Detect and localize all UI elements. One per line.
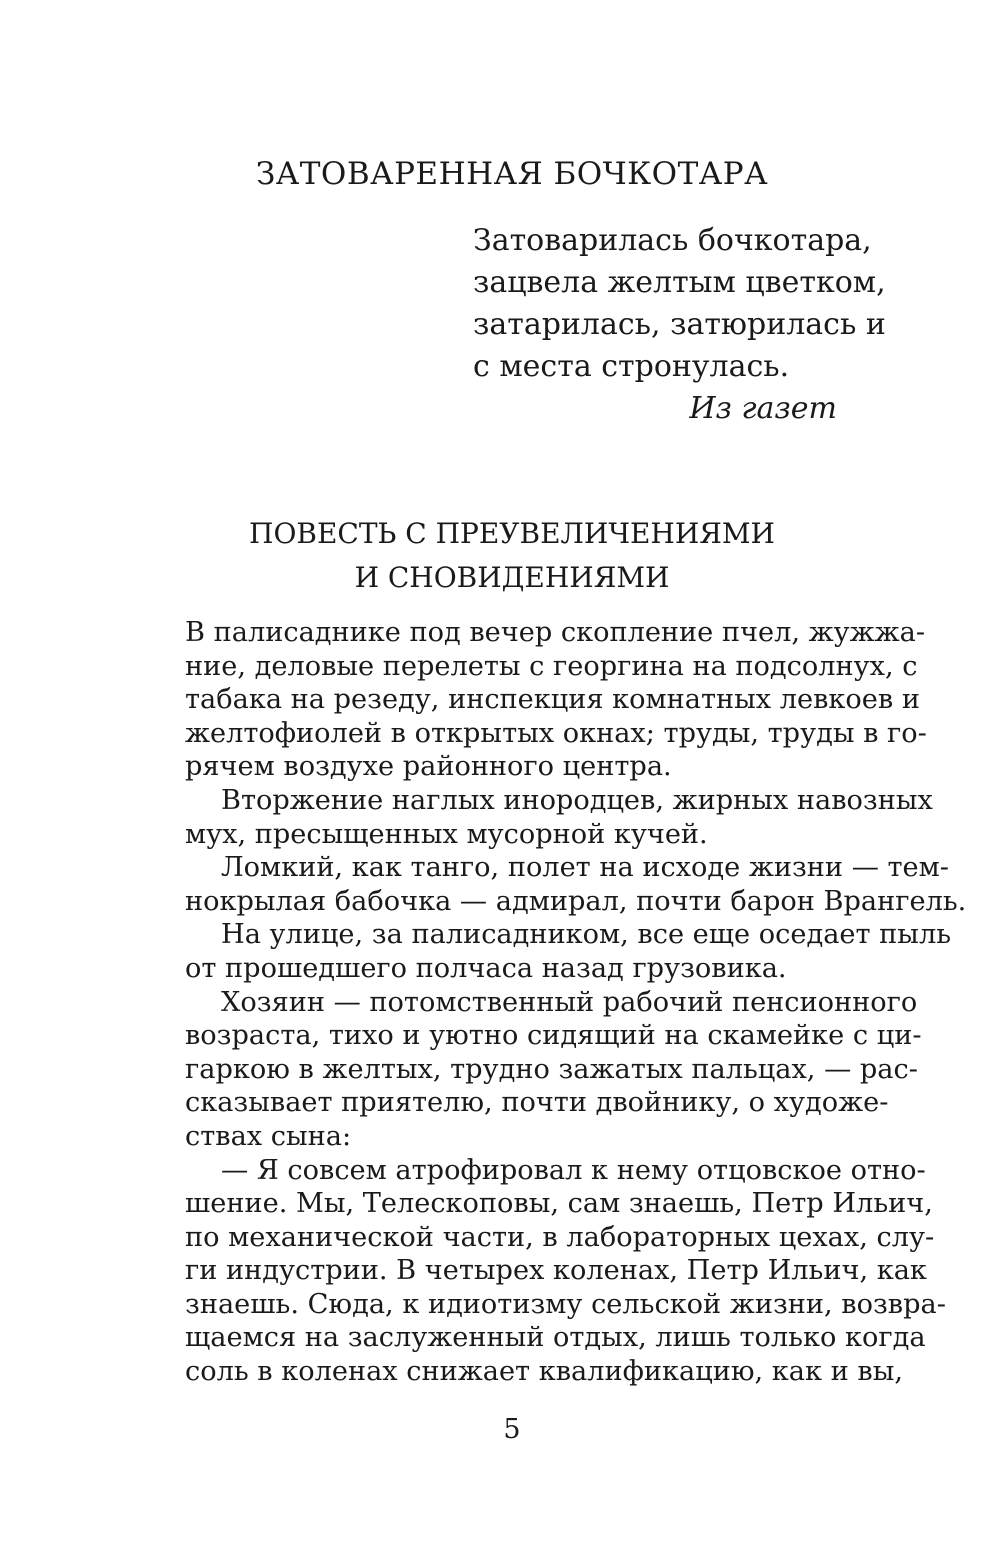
chapter-title: ЗАТОВАРЕННАЯ БОЧКОТАРА bbox=[255, 156, 769, 192]
text-line: от прошедшего полчаса назад грузовика. bbox=[185, 952, 787, 984]
epigraph-line: зацвела желтым цветком, bbox=[473, 265, 886, 300]
epigraph-line: с места стронулась. bbox=[473, 349, 790, 384]
text-line: Ломкий, как танго, полет на исходе жизни — тем- bbox=[221, 852, 949, 884]
epigraph-line: Затоварилась бочкотара, bbox=[473, 223, 872, 258]
text-line: ствах сына: bbox=[185, 1120, 352, 1152]
subtitle-line-1: ПОВЕСТЬ С ПРЕУВЕЛИЧЕНИЯМИ bbox=[249, 517, 775, 550]
text-line: табака на резеду, инспекция комнатных левкоев и bbox=[185, 684, 920, 716]
epigraph-line: затарилась, затюрилась и bbox=[473, 307, 886, 342]
text-line: возраста, тихо и уютно сидящий на скамейке с ци- bbox=[185, 1020, 922, 1052]
text-line: знаешь. Сюда, к идиотизму сельской жизни, возвра- bbox=[185, 1288, 946, 1320]
page-number: 5 bbox=[503, 1414, 521, 1445]
text-line: щаемся на заслуженный отдых, лишь только когда bbox=[185, 1322, 926, 1354]
text-line: рячем воздухе районного центра. bbox=[185, 751, 672, 783]
text-line: по механической части, в лабораторных цехах, слу- bbox=[185, 1221, 935, 1253]
text-line: На улице, за палисадником, все еще оседает пыль bbox=[221, 919, 952, 951]
text-line: ги индустрии. В четырех коленах, Петр Ильич, как bbox=[185, 1255, 927, 1287]
text-line: — Я совсем атрофировал к нему отцовское отно- bbox=[221, 1154, 926, 1186]
text-line: соль в коленах снижает квалификацию, как и вы, bbox=[185, 1356, 903, 1388]
text-line: мух, пресыщенных мусорной кучей. bbox=[185, 818, 708, 850]
text-line: ние, деловые перелеты с георгина на подсолнух, с bbox=[185, 650, 918, 682]
text-line: шение. Мы, Телескоповы, сам знаешь, Петр Ильич, bbox=[185, 1188, 933, 1220]
text-line: гаркою в желтых, трудно зажатых пальцах, — рас- bbox=[185, 1053, 918, 1085]
text-line: нокрылая бабочка — адмирал, почти барон Врангель. bbox=[185, 885, 967, 917]
text-line: желтофиолей в открытых окнах; труды, труды в го- bbox=[185, 717, 927, 749]
epigraph-source: Из газет bbox=[689, 391, 837, 426]
subtitle bbox=[0, 512, 1000, 600]
text-line: Хозяин — потомственный рабочий пенсионного bbox=[221, 986, 918, 1018]
body-text bbox=[185, 616, 967, 1389]
text-line: сказывает приятелю, почти двойнику, о художе- bbox=[185, 1087, 889, 1119]
epigraph bbox=[473, 220, 886, 430]
text-line: В палисаднике под вечер скопление пчел, жужжа- bbox=[185, 617, 926, 648]
subtitle-line-2: И СНОВИДЕНИЯМИ bbox=[354, 561, 670, 594]
text-line: Вторжение наглых инородцев, жирных навозных bbox=[221, 784, 933, 816]
